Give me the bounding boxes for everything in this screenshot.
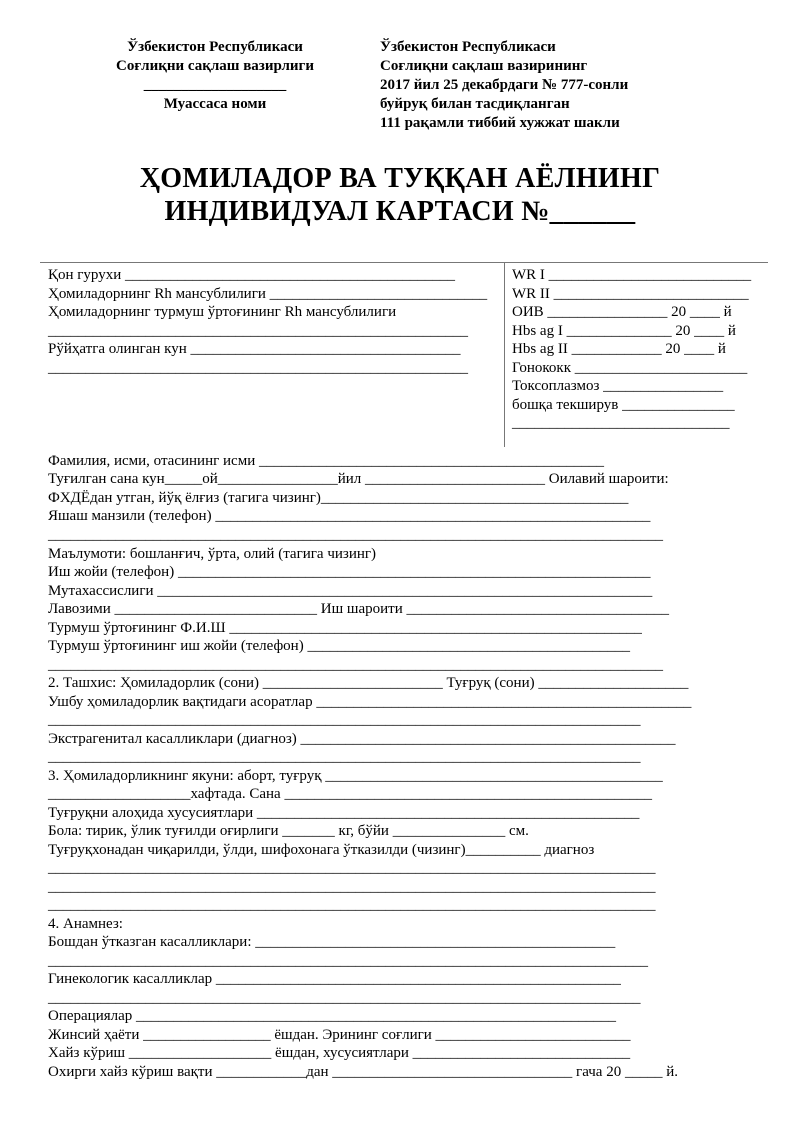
page-title xyxy=(0,162,800,228)
other-tests-field[interactable]: бошқа текширув _______________ xyxy=(512,397,735,413)
address-extra-field[interactable]: __________________________________________________________________________________ xyxy=(48,527,663,543)
header-left-blank[interactable]: ___________________ xyxy=(143,77,287,93)
menstruation-field[interactable]: Хайз кўриш ___________________ ёшдан, хусусиятлари _____________________________ xyxy=(48,1045,631,1061)
toxoplasmosis-field[interactable]: Токсоплазмоз ________________ xyxy=(512,378,724,394)
past-diseases-extra-field[interactable]: ________________________________________________________________________________ xyxy=(48,953,648,969)
header-right-form-number: 111 рақамли тиббий хужжат шакли xyxy=(380,115,620,131)
extragenital-diseases-field[interactable]: Экстрагенитал касалликлари (диагноз) __________________________________________________ xyxy=(48,731,676,747)
spouse-workplace-extra-field[interactable]: __________________________________________________________________________________ xyxy=(48,657,663,673)
past-diseases-field[interactable]: Бошдан ўтказган касалликлари: ________________________________________________ xyxy=(48,934,616,950)
header-left-ministry: Соғлиқни сақлаш вазирлиги xyxy=(116,58,314,74)
header-right xyxy=(380,38,628,133)
gynecological-diseases-extra-field[interactable]: _______________________________________________________________________________ xyxy=(48,990,641,1006)
pregnancy-complications-extra-field[interactable]: _______________________________________________________________________________ xyxy=(48,712,641,728)
discharge-status-field[interactable]: Туғруқхонадан чиқарилди, ўлди, шифохонага ўтказилди (чизинг)__________ диагноз xyxy=(48,842,595,858)
child-status-field[interactable]: Бола: тирик, ўлик туғилди оғирлиги _______ кг, бўйи _______________ см. xyxy=(48,823,529,839)
top-table-rule xyxy=(40,262,768,263)
registration-date-extra-field[interactable]: ________________________________________________________ xyxy=(48,360,468,376)
education-field[interactable]: Маълумоти: бошланғич, ўрта, олий (тагига чизинг) xyxy=(48,546,377,562)
header-right-minister: Соғлиқни сақлаш вазирининг xyxy=(380,58,588,74)
extragenital-diseases-extra-field[interactable]: _______________________________________________________________________________ xyxy=(48,749,641,765)
spouse-name-field[interactable]: Турмуш ўртоғининг Ф.И.Ш _______________________________________________________ xyxy=(48,620,642,636)
wr-2-field[interactable]: WR II __________________________ xyxy=(512,286,749,302)
discharge-notes-line-2[interactable]: _________________________________________________________________________________ xyxy=(48,879,656,895)
wr-1-field[interactable]: WR I ___________________________ xyxy=(512,267,752,283)
last-menstruation-field[interactable]: Охирги хайз кўриш вақти ____________дан ________________________________ гача 20 _____ й. xyxy=(48,1064,678,1080)
gynecological-diseases-field[interactable]: Гинекологик касалликлар ______________________________________________________ xyxy=(48,971,621,987)
gonococcus-field[interactable]: Гонококк _______________________ xyxy=(512,360,748,376)
header-left-institution-label: Муассаса номи xyxy=(163,96,267,112)
birth-features-field[interactable]: Туғруқни алоҳида хусусиятлари ___________________________________________________ xyxy=(48,805,640,821)
hbs-ag-1-field[interactable]: Hbs ag I ______________ 20 ____ й xyxy=(512,323,736,339)
anamnesis-heading: 4. Анамнез: xyxy=(48,916,123,932)
sexual-life-field[interactable]: Жинсий ҳаёти _________________ ёшдан. Эрининг соғлиги __________________________ xyxy=(48,1027,631,1043)
diagnosis-pregnancy-births-field[interactable]: 2. Ташхис: Ҳомиладорлик (сони) ________________________ Туғруқ (сони) ____________________ xyxy=(48,675,689,691)
birth-date-field[interactable]: Туғилган сана кун_____ой________________йил ________________________ Оилавий шароити: xyxy=(48,471,669,487)
pregnancy-outcome-field[interactable]: 3. Ҳомиладорликнинг якуни: аборт, туғруқ _____________________________________________ xyxy=(48,768,663,784)
marital-status-field[interactable]: ФХДЁдан утган, йўқ ёлғиз (тагига чизинг)_________________________________________ xyxy=(48,490,629,506)
header-right-approved: буйруқ билан тасдиқланган xyxy=(380,96,570,112)
other-tests-extra-field[interactable]: _____________________________ xyxy=(512,415,730,431)
spouse-rh-label: Ҳомиладорнинг турмуш ўртоғининг Rh мансублилиги xyxy=(48,304,397,320)
address-phone-field[interactable]: Яшаш манзили (телефон) __________________________________________________________ xyxy=(48,508,651,524)
top-table-divider xyxy=(504,262,505,447)
hbs-ag-2-field[interactable]: Hbs ag II ____________ 20 ____ й xyxy=(512,341,726,357)
position-conditions-field[interactable]: Лавозими ___________________________ Иш шароити ___________________________________ xyxy=(48,601,669,617)
discharge-notes-line-3[interactable]: _________________________________________________________________________________ xyxy=(48,897,656,913)
header-right-country: Ўзбекистон Республикаси xyxy=(380,39,556,55)
discharge-notes-line-1[interactable]: _________________________________________________________________________________ xyxy=(48,860,656,876)
header-left xyxy=(95,38,335,114)
spouse-rh-field[interactable]: ________________________________________________________ xyxy=(48,323,468,339)
registration-date-field[interactable]: Рўйҳатга олинган кун ____________________________________ xyxy=(48,341,461,357)
spouse-workplace-field[interactable]: Турмуш ўртоғининг иш жойи (телефон) ___________________________________________ xyxy=(48,638,630,654)
title-line-1: ҲОМИЛАДОР ВА ТУҚҚАН АЁЛНИНГ xyxy=(139,163,661,194)
blood-group-field[interactable]: Қон гурухи ____________________________________________ xyxy=(48,267,456,283)
header-right-order-date: 2017 йил 25 декабрдаги № 777-сонли xyxy=(380,77,629,93)
title-line-2: ИНДИВИДУАЛ КАРТАСИ №______ xyxy=(164,196,636,227)
pregnancy-complications-field[interactable]: Ушбу ҳомиладорлик вақтидаги асоратлар __________________________________________________ xyxy=(48,694,692,710)
header-left-country: Ўзбекистон Республикаси xyxy=(127,39,303,55)
specialty-field[interactable]: Мутахассислиги __________________________________________________________________ xyxy=(48,583,653,599)
full-name-field[interactable]: Фамилия, исми, отасининг исми ______________________________________________ xyxy=(48,453,604,469)
rh-factor-field[interactable]: Ҳомиладорнинг Rh мансублилиги _____________________________ xyxy=(48,286,488,302)
hiv-field[interactable]: ОИВ ________________ 20 ____ й xyxy=(512,304,732,320)
workplace-field[interactable]: Иш жойи (телефон) _______________________________________________________________ xyxy=(48,564,651,580)
outcome-week-date-field[interactable]: ___________________хафтада. Сана _________________________________________________ xyxy=(48,786,652,802)
operations-field[interactable]: Операциялар ________________________________________________________________ xyxy=(48,1008,617,1024)
